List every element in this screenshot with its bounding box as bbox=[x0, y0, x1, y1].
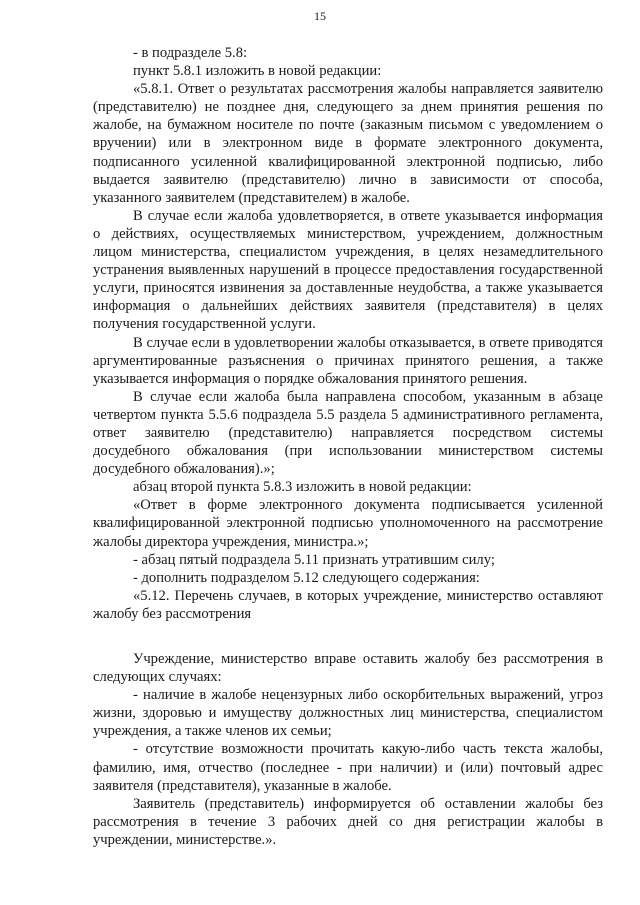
paragraph-applicant-informed: Заявитель (представитель) информируется об оставлении жалобы без рассмотрения в течение 3 рабочих дней со дня регистрации жалобы в учреждении, министерстве.». bbox=[93, 795, 603, 848]
paragraph-complaint-refused: В случае если в удовлетворении жалобы отказывается, в ответе приводятся аргументированные разъяснения о причинах принятого решения, а также указывается информация о порядке обжалования принятого решения. bbox=[93, 334, 603, 387]
document-body bbox=[93, 44, 603, 849]
paragraph-subsection-5-8: - в подразделе 5.8: bbox=[133, 45, 248, 61]
paragraph-item-5-8-1-intro: пункт 5.8.1 изложить в новой редакции: bbox=[133, 63, 382, 80]
paragraph-subsection-5-12-title: «5.12. Перечень случаев, в которых учреждение, министерство оставляют жалобу без рассмотрения bbox=[93, 587, 603, 622]
paragraph-pretrial-system: В случае если жалоба была направлена способом, указанным в абзаце четвертом пункта 5.5.6 подраздела 5.5 раздела 5 административного регламента, ответ заявителю (представителю) направляется посредством системы досудебного обжалования (при использовании министерством системы досудебного обжалования).»; bbox=[93, 388, 603, 478]
paragraph-item-5-8-3-text: «Ответ в форме электронного документа подписывается усиленной квалифицированной электронной подписью уполномоченного на рассмотрение жалобы директора учреждения, министра.»; bbox=[93, 497, 603, 550]
list-item-obscene-language: - наличие в жалобе нецензурных либо оскорбительных выражений, угроз жизни, здоровью и имуществу должностных лиц министерства, специалистом учреждения, а также членов их семьи; bbox=[93, 687, 603, 740]
paragraph-subsection-5-11: - абзац пятый подраздела 5.11 признать утратившим силу; bbox=[133, 551, 495, 568]
list-item-unreadable-text: - отсутствие возможности прочитать какую-либо часть текста жалобы, фамилию, имя, отчество (последнее - при наличии) и (или) почтовый адрес заявителя (представителя), указанные в жалобе. bbox=[93, 741, 603, 794]
page-number: 15 bbox=[314, 9, 326, 23]
paragraph-item-5-8-1-text: «5.8.1. Ответ о результатах рассмотрения жалобы направляется заявителю (представителю) не позднее дня, следующего за днем принятия решения по жалобе, на бумажном носителе по почте (заказным письмом с уведомлением о вручении) или в электронном виде в формате электронного документа, подписанного усиленной квалифицированной электронной подписью, либо выдается заявителю (представителю) лично в зависимости от способа, указанного заявителем (представителем) в жалобе. bbox=[93, 81, 603, 206]
paragraph-leave-without-review: Учреждение, министерство вправе оставить жалобу без рассмотрения в следующих случаях: bbox=[93, 651, 603, 686]
section-gap bbox=[93, 623, 603, 650]
paragraph-item-5-8-3-intro: абзац второй пункта 5.8.3 изложить в новой редакции: bbox=[133, 479, 472, 496]
paragraph-complaint-satisfied: В случае если жалоба удовлетворяется, в ответе указывается информация о действиях, осуществляемых министерством, учреждением, должностным лицом министерства, специалистом учреждения, в целях незамедлительного устранения выявленных нарушений в процессе предоставления государственной услуги, приносятся извинения за доставленные неудобства, а также указывается информация о дальнейших действиях заявителя (представителя) в целях получения государственной услуги. bbox=[93, 207, 603, 333]
paragraph-add-subsection-5-12: - дополнить подразделом 5.12 следующего содержания: bbox=[133, 569, 480, 586]
